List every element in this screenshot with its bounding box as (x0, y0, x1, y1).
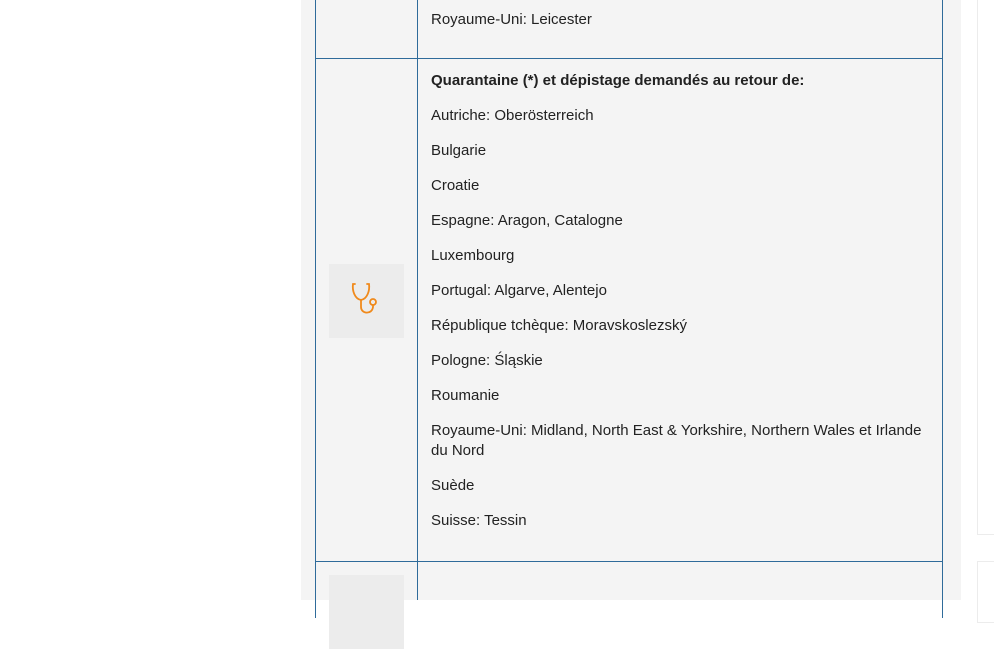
sidebar-card (977, 0, 994, 535)
list-item: Luxembourg (431, 247, 515, 264)
list-item: Suisse: Tessin (431, 512, 527, 529)
column-divider (417, 0, 418, 600)
sidebar-card (977, 561, 994, 623)
stethoscope-icon (329, 264, 404, 338)
list-item: Suède (431, 477, 475, 494)
row-heading: Quarantaine (*) et dépistage demandés au retour de: (431, 72, 805, 89)
list-item: Royaume-Uni: Midland, North East & Yorkshire, Northern Wales et Irlande du Nord (431, 422, 922, 459)
list-item: Pologne: Śląskie (431, 352, 543, 369)
list-item: Roumanie (431, 387, 500, 404)
list-item: Espagne: Aragon, Catalogne (431, 212, 623, 229)
list-item: Portugal: Algarve, Alentejo (431, 282, 607, 299)
next-row-icon-box (329, 575, 404, 649)
list-item: Bulgarie (431, 142, 487, 159)
list-item: Croatie (431, 177, 480, 194)
prev-row-text: Royaume-Uni: Leicester (431, 11, 592, 28)
list-item: Autriche: Oberösterreich (431, 107, 594, 124)
list-item: République tchèque: Moravskoslezský (431, 317, 687, 334)
row-divider (315, 58, 942, 59)
row-divider (315, 561, 942, 562)
